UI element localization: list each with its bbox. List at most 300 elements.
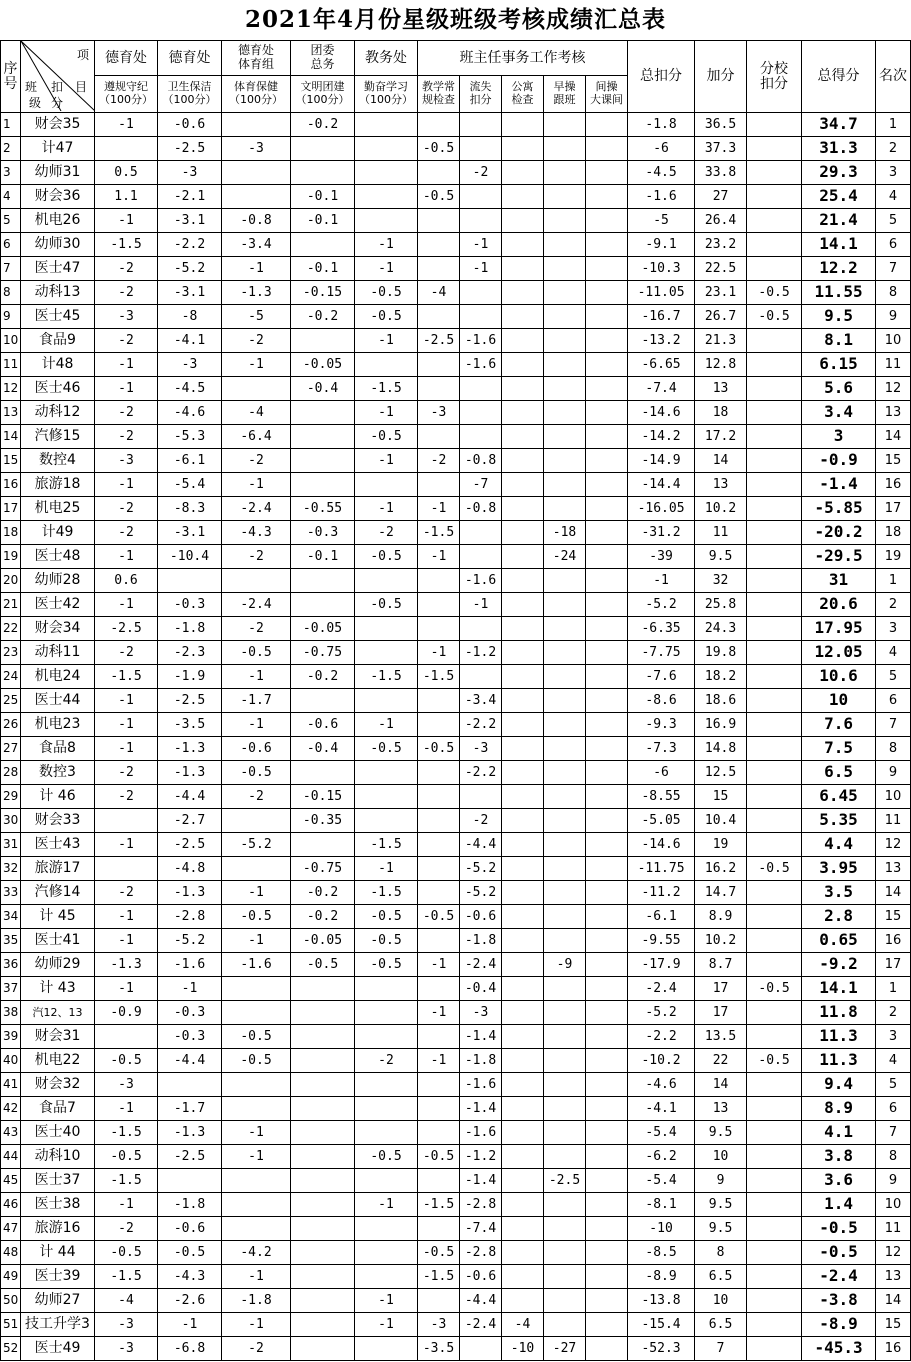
row-item-9 bbox=[544, 1217, 586, 1241]
row-class: 机电26 bbox=[21, 209, 95, 233]
row-item-1: -1 bbox=[95, 545, 158, 569]
row-item-10 bbox=[586, 1073, 628, 1097]
row-branch-deduct bbox=[747, 329, 802, 353]
row-total-score: -8.9 bbox=[802, 1313, 876, 1337]
row-item-5: -0.5 bbox=[355, 905, 418, 929]
row-item-7: -4.4 bbox=[460, 1289, 502, 1313]
row-total-score: -29.5 bbox=[802, 545, 876, 569]
row-item-8 bbox=[502, 1193, 544, 1217]
row-item-5 bbox=[355, 641, 418, 665]
row-item-4: -0.4 bbox=[291, 377, 355, 401]
row-item-4 bbox=[291, 1001, 355, 1025]
row-item-6: -1 bbox=[418, 953, 460, 977]
row-branch-deduct bbox=[747, 905, 802, 929]
row-bonus: 19.8 bbox=[695, 641, 747, 665]
row-rank: 4 bbox=[876, 641, 911, 665]
row-item-9 bbox=[544, 977, 586, 1001]
row-item-9 bbox=[544, 569, 586, 593]
row-rank: 17 bbox=[876, 953, 911, 977]
row-item-10 bbox=[586, 1289, 628, 1313]
row-item-3 bbox=[222, 1169, 291, 1193]
row-total-score: 5.35 bbox=[802, 809, 876, 833]
row-item-2: -4.3 bbox=[158, 1265, 222, 1289]
row-seq: 8 bbox=[1, 281, 21, 305]
row-item-10 bbox=[586, 1241, 628, 1265]
row-rank: 7 bbox=[876, 257, 911, 281]
row-item-10 bbox=[586, 137, 628, 161]
row-item-2: -1.3 bbox=[158, 1121, 222, 1145]
row-item-4: -0.55 bbox=[291, 497, 355, 521]
header-sub4: 文明团建 （100分） bbox=[291, 76, 355, 113]
row-total-deduct: -5.4 bbox=[628, 1169, 695, 1193]
row-bonus: 27 bbox=[695, 185, 747, 209]
row-item-5 bbox=[355, 617, 418, 641]
row-item-6 bbox=[418, 1097, 460, 1121]
header-sub6: 教学常 规检查 bbox=[418, 76, 460, 113]
row-rank: 10 bbox=[876, 1193, 911, 1217]
row-class: 机电22 bbox=[21, 1049, 95, 1073]
row-item-4: -0.15 bbox=[291, 281, 355, 305]
row-item-7: -1.2 bbox=[460, 1145, 502, 1169]
row-total-deduct: -14.6 bbox=[628, 401, 695, 425]
row-item-9 bbox=[544, 1265, 586, 1289]
row-item-4 bbox=[291, 401, 355, 425]
row-item-1: -1 bbox=[95, 929, 158, 953]
row-item-5 bbox=[355, 1025, 418, 1049]
row-bonus: 14 bbox=[695, 1073, 747, 1097]
row-total-score: 5.6 bbox=[802, 377, 876, 401]
row-item-6: -3 bbox=[418, 401, 460, 425]
header-sub2: 卫生保洁 （100分） bbox=[158, 76, 222, 113]
row-item-8 bbox=[502, 689, 544, 713]
row-item-2 bbox=[158, 1169, 222, 1193]
row-item-4 bbox=[291, 1265, 355, 1289]
row-branch-deduct: -0.5 bbox=[747, 857, 802, 881]
row-class: 旅游16 bbox=[21, 1217, 95, 1241]
table-row bbox=[1, 329, 911, 353]
row-item-4: -0.5 bbox=[291, 953, 355, 977]
row-item-5 bbox=[355, 1073, 418, 1097]
row-item-8 bbox=[502, 761, 544, 785]
row-item-8 bbox=[502, 1025, 544, 1049]
row-item-10 bbox=[586, 521, 628, 545]
row-item-4: -0.2 bbox=[291, 881, 355, 905]
table-row bbox=[1, 425, 911, 449]
row-item-10 bbox=[586, 1145, 628, 1169]
row-item-6 bbox=[418, 809, 460, 833]
row-seq: 38 bbox=[1, 1001, 21, 1025]
row-item-3: -2 bbox=[222, 449, 291, 473]
row-item-1: -1.3 bbox=[95, 953, 158, 977]
row-item-3: -1.7 bbox=[222, 689, 291, 713]
table-row bbox=[1, 473, 911, 497]
row-class: 幼师27 bbox=[21, 1289, 95, 1313]
table-row bbox=[1, 833, 911, 857]
row-bonus: 15 bbox=[695, 785, 747, 809]
row-bonus: 13 bbox=[695, 377, 747, 401]
row-total-score: -2.4 bbox=[802, 1265, 876, 1289]
row-branch-deduct bbox=[747, 113, 802, 137]
row-item-6 bbox=[418, 1289, 460, 1313]
header-dept2: 德育处 bbox=[158, 41, 222, 76]
row-item-10 bbox=[586, 233, 628, 257]
row-item-8 bbox=[502, 185, 544, 209]
row-item-4 bbox=[291, 1217, 355, 1241]
row-item-1: -2 bbox=[95, 785, 158, 809]
row-branch-deduct bbox=[747, 257, 802, 281]
row-item-3: -1 bbox=[222, 473, 291, 497]
row-class: 计47 bbox=[21, 137, 95, 161]
row-branch-deduct bbox=[747, 1217, 802, 1241]
row-class: 技工升学3 bbox=[21, 1313, 95, 1337]
row-total-score: 3 bbox=[802, 425, 876, 449]
row-item-7: -1.8 bbox=[460, 1049, 502, 1073]
row-item-4 bbox=[291, 473, 355, 497]
row-item-10 bbox=[586, 545, 628, 569]
row-item-10 bbox=[586, 593, 628, 617]
table-row bbox=[1, 521, 911, 545]
row-branch-deduct bbox=[747, 401, 802, 425]
row-item-2: -6.8 bbox=[158, 1337, 222, 1361]
row-seq: 21 bbox=[1, 593, 21, 617]
row-seq: 1 bbox=[1, 113, 21, 137]
row-item-2: -0.6 bbox=[158, 1217, 222, 1241]
row-item-2: -3 bbox=[158, 353, 222, 377]
row-bonus: 17 bbox=[695, 1001, 747, 1025]
row-item-8 bbox=[502, 1001, 544, 1025]
row-item-1: -2 bbox=[95, 329, 158, 353]
row-item-10 bbox=[586, 665, 628, 689]
row-total-score: 3.95 bbox=[802, 857, 876, 881]
row-total-score: 3.8 bbox=[802, 1145, 876, 1169]
table-header bbox=[1, 41, 911, 113]
row-item-1: 0.6 bbox=[95, 569, 158, 593]
row-item-4 bbox=[291, 425, 355, 449]
row-item-3: -3.4 bbox=[222, 233, 291, 257]
row-total-score: 25.4 bbox=[802, 185, 876, 209]
row-item-7: -2.2 bbox=[460, 713, 502, 737]
row-rank: 12 bbox=[876, 377, 911, 401]
row-total-score: -0.5 bbox=[802, 1241, 876, 1265]
row-item-10 bbox=[586, 953, 628, 977]
row-bonus: 6.5 bbox=[695, 1265, 747, 1289]
row-class: 幼师31 bbox=[21, 161, 95, 185]
row-total-deduct: -10 bbox=[628, 1217, 695, 1241]
row-class: 旅游17 bbox=[21, 857, 95, 881]
row-item-4: -0.1 bbox=[291, 185, 355, 209]
row-item-9 bbox=[544, 857, 586, 881]
row-item-1: -2 bbox=[95, 881, 158, 905]
row-class: 机电23 bbox=[21, 713, 95, 737]
row-bonus: 12.5 bbox=[695, 761, 747, 785]
row-item-6 bbox=[418, 257, 460, 281]
row-item-8 bbox=[502, 209, 544, 233]
row-item-3: -2 bbox=[222, 785, 291, 809]
row-item-10 bbox=[586, 833, 628, 857]
table-row bbox=[1, 1313, 911, 1337]
row-item-3: -1 bbox=[222, 1145, 291, 1169]
row-item-6 bbox=[418, 833, 460, 857]
row-total-score: -45.3 bbox=[802, 1337, 876, 1361]
row-item-8 bbox=[502, 233, 544, 257]
row-item-10 bbox=[586, 785, 628, 809]
row-bonus: 37.3 bbox=[695, 137, 747, 161]
row-item-3: -2 bbox=[222, 617, 291, 641]
row-item-6: -2.5 bbox=[418, 329, 460, 353]
row-item-3: -3 bbox=[222, 137, 291, 161]
row-item-3: -1 bbox=[222, 929, 291, 953]
row-item-10 bbox=[586, 1001, 628, 1025]
row-item-9 bbox=[544, 641, 586, 665]
row-branch-deduct bbox=[747, 161, 802, 185]
row-item-10 bbox=[586, 161, 628, 185]
row-item-5: -0.5 bbox=[355, 593, 418, 617]
row-item-9 bbox=[544, 785, 586, 809]
row-item-5 bbox=[355, 1097, 418, 1121]
row-item-2: -1.7 bbox=[158, 1097, 222, 1121]
row-item-9 bbox=[544, 929, 586, 953]
header-diagonal-cell bbox=[21, 41, 95, 113]
row-item-5: -1 bbox=[355, 257, 418, 281]
row-item-5 bbox=[355, 689, 418, 713]
row-item-1 bbox=[95, 809, 158, 833]
row-item-6: -1.5 bbox=[418, 1265, 460, 1289]
row-total-score: 10 bbox=[802, 689, 876, 713]
row-rank: 4 bbox=[876, 185, 911, 209]
table-row bbox=[1, 569, 911, 593]
row-item-3: -0.5 bbox=[222, 905, 291, 929]
row-class: 幼师29 bbox=[21, 953, 95, 977]
row-item-9: -24 bbox=[544, 545, 586, 569]
row-total-score: 3.5 bbox=[802, 881, 876, 905]
row-item-2: -1.6 bbox=[158, 953, 222, 977]
row-item-3: -0.8 bbox=[222, 209, 291, 233]
row-item-5: -1 bbox=[355, 713, 418, 737]
row-item-10 bbox=[586, 1265, 628, 1289]
row-item-6 bbox=[418, 233, 460, 257]
row-item-4 bbox=[291, 1049, 355, 1073]
row-item-1: -1 bbox=[95, 905, 158, 929]
row-item-4: -0.1 bbox=[291, 257, 355, 281]
row-item-10 bbox=[586, 425, 628, 449]
row-bonus: 13 bbox=[695, 1097, 747, 1121]
row-seq: 31 bbox=[1, 833, 21, 857]
row-item-8 bbox=[502, 497, 544, 521]
row-item-4 bbox=[291, 449, 355, 473]
row-total-score: 4.4 bbox=[802, 833, 876, 857]
row-item-9 bbox=[544, 713, 586, 737]
row-item-4 bbox=[291, 329, 355, 353]
row-bonus: 23.2 bbox=[695, 233, 747, 257]
row-item-6: -0.5 bbox=[418, 137, 460, 161]
row-item-9 bbox=[544, 137, 586, 161]
row-item-5 bbox=[355, 977, 418, 1001]
row-seq: 15 bbox=[1, 449, 21, 473]
row-item-4: -0.3 bbox=[291, 521, 355, 545]
row-class: 计 44 bbox=[21, 1241, 95, 1265]
row-branch-deduct bbox=[747, 185, 802, 209]
row-seq: 6 bbox=[1, 233, 21, 257]
row-item-5 bbox=[355, 353, 418, 377]
row-item-3: -1 bbox=[222, 881, 291, 905]
row-item-6 bbox=[418, 1121, 460, 1145]
row-item-7: -7 bbox=[460, 473, 502, 497]
row-class: 汽修14 bbox=[21, 881, 95, 905]
row-item-6 bbox=[418, 353, 460, 377]
row-bonus: 13 bbox=[695, 473, 747, 497]
row-item-4 bbox=[291, 1193, 355, 1217]
row-item-10 bbox=[586, 905, 628, 929]
row-branch-deduct bbox=[747, 1001, 802, 1025]
row-item-3: -1 bbox=[222, 713, 291, 737]
row-class: 医士40 bbox=[21, 1121, 95, 1145]
row-item-7 bbox=[460, 113, 502, 137]
row-item-10 bbox=[586, 713, 628, 737]
row-class: 医士45 bbox=[21, 305, 95, 329]
row-item-8 bbox=[502, 1097, 544, 1121]
row-branch-deduct bbox=[747, 377, 802, 401]
row-item-10 bbox=[586, 353, 628, 377]
row-total-score: -20.2 bbox=[802, 521, 876, 545]
table-row bbox=[1, 713, 911, 737]
row-item-8 bbox=[502, 617, 544, 641]
row-item-1: 1.1 bbox=[95, 185, 158, 209]
table-row bbox=[1, 785, 911, 809]
table-row bbox=[1, 113, 911, 137]
row-total-deduct: -7.75 bbox=[628, 641, 695, 665]
row-class: 医士49 bbox=[21, 1337, 95, 1361]
row-total-score: 20.6 bbox=[802, 593, 876, 617]
row-class: 计 43 bbox=[21, 977, 95, 1001]
row-item-1: -1 bbox=[95, 713, 158, 737]
row-item-3: -1 bbox=[222, 1121, 291, 1145]
row-item-1: 0.5 bbox=[95, 161, 158, 185]
row-item-10 bbox=[586, 281, 628, 305]
row-item-8 bbox=[502, 977, 544, 1001]
row-item-5 bbox=[355, 209, 418, 233]
row-bonus: 13.5 bbox=[695, 1025, 747, 1049]
row-branch-deduct bbox=[747, 1121, 802, 1145]
row-item-7 bbox=[460, 665, 502, 689]
row-item-9 bbox=[544, 1001, 586, 1025]
row-item-2: -4.8 bbox=[158, 857, 222, 881]
row-branch-deduct bbox=[747, 1337, 802, 1361]
row-branch-deduct bbox=[747, 1313, 802, 1337]
row-class: 食品7 bbox=[21, 1097, 95, 1121]
row-item-3: -2 bbox=[222, 545, 291, 569]
row-total-score: 7.6 bbox=[802, 713, 876, 737]
row-item-10 bbox=[586, 113, 628, 137]
row-total-deduct: -10.2 bbox=[628, 1049, 695, 1073]
row-item-7 bbox=[460, 305, 502, 329]
row-item-10 bbox=[586, 1313, 628, 1337]
row-total-score: 14.1 bbox=[802, 977, 876, 1001]
row-branch-deduct bbox=[747, 137, 802, 161]
row-item-2: -4.4 bbox=[158, 785, 222, 809]
row-item-1: -3 bbox=[95, 305, 158, 329]
row-item-5 bbox=[355, 809, 418, 833]
row-item-1: -3 bbox=[95, 1073, 158, 1097]
row-item-1: -2 bbox=[95, 401, 158, 425]
row-item-3: -6.4 bbox=[222, 425, 291, 449]
row-item-1: -1.5 bbox=[95, 1121, 158, 1145]
row-item-7: -1.6 bbox=[460, 569, 502, 593]
row-rank: 1 bbox=[876, 977, 911, 1001]
row-item-9 bbox=[544, 593, 586, 617]
row-rank: 6 bbox=[876, 689, 911, 713]
row-item-1: -1 bbox=[95, 977, 158, 1001]
row-item-8 bbox=[502, 665, 544, 689]
row-item-6: -0.5 bbox=[418, 1241, 460, 1265]
row-item-9 bbox=[544, 665, 586, 689]
row-total-deduct: -13.2 bbox=[628, 329, 695, 353]
row-item-8 bbox=[502, 1121, 544, 1145]
row-bonus: 25.8 bbox=[695, 593, 747, 617]
row-item-9: -27 bbox=[544, 1337, 586, 1361]
row-bonus: 26.7 bbox=[695, 305, 747, 329]
row-rank: 13 bbox=[876, 1265, 911, 1289]
table-row bbox=[1, 185, 911, 209]
row-total-score: 2.8 bbox=[802, 905, 876, 929]
header-branch-deduct: 分校 扣分 bbox=[747, 41, 802, 113]
row-item-9 bbox=[544, 233, 586, 257]
row-item-6: -0.5 bbox=[418, 1145, 460, 1169]
table-row bbox=[1, 545, 911, 569]
row-item-9 bbox=[544, 425, 586, 449]
row-item-2: -5.2 bbox=[158, 257, 222, 281]
row-item-9 bbox=[544, 1289, 586, 1313]
row-item-9 bbox=[544, 1073, 586, 1097]
row-item-8 bbox=[502, 1289, 544, 1313]
row-item-9 bbox=[544, 1025, 586, 1049]
row-total-score: 6.45 bbox=[802, 785, 876, 809]
row-item-1: -2 bbox=[95, 281, 158, 305]
row-branch-deduct bbox=[747, 689, 802, 713]
row-item-5: -0.5 bbox=[355, 281, 418, 305]
row-rank: 7 bbox=[876, 1121, 911, 1145]
row-bonus: 26.4 bbox=[695, 209, 747, 233]
row-bonus: 22 bbox=[695, 1049, 747, 1073]
row-item-7 bbox=[460, 185, 502, 209]
row-item-2: -6.1 bbox=[158, 449, 222, 473]
table-row bbox=[1, 305, 911, 329]
row-item-4 bbox=[291, 1121, 355, 1145]
row-item-5: -0.5 bbox=[355, 545, 418, 569]
row-total-deduct: -6.35 bbox=[628, 617, 695, 641]
row-seq: 10 bbox=[1, 329, 21, 353]
row-class: 财会34 bbox=[21, 617, 95, 641]
row-total-score: 10.6 bbox=[802, 665, 876, 689]
row-total-deduct: -1.6 bbox=[628, 185, 695, 209]
row-rank: 6 bbox=[876, 233, 911, 257]
row-item-1 bbox=[95, 857, 158, 881]
row-bonus: 6.5 bbox=[695, 1313, 747, 1337]
row-class: 财会36 bbox=[21, 185, 95, 209]
row-item-8 bbox=[502, 449, 544, 473]
row-branch-deduct bbox=[747, 761, 802, 785]
row-bonus: 16.9 bbox=[695, 713, 747, 737]
table-row bbox=[1, 1073, 911, 1097]
row-bonus: 17 bbox=[695, 977, 747, 1001]
row-item-7: -1 bbox=[460, 233, 502, 257]
row-total-deduct: -5 bbox=[628, 209, 695, 233]
row-item-2: -1.3 bbox=[158, 761, 222, 785]
table-row bbox=[1, 1049, 911, 1073]
row-item-5: -1.5 bbox=[355, 881, 418, 905]
row-item-9 bbox=[544, 185, 586, 209]
row-bonus: 10.2 bbox=[695, 497, 747, 521]
row-item-2: -0.3 bbox=[158, 1001, 222, 1025]
